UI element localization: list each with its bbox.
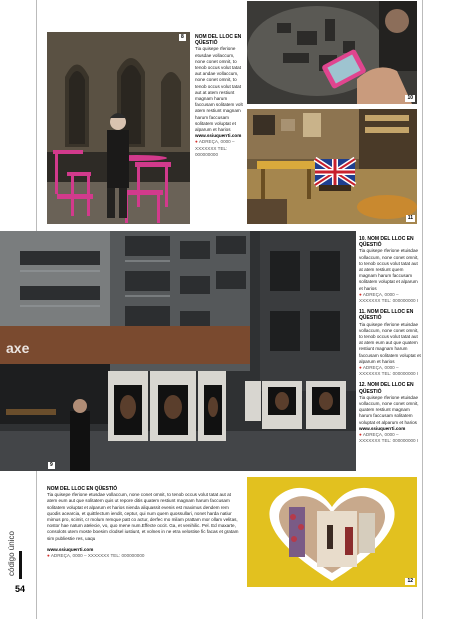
photo-10-phone-map-model: [247, 1, 417, 104]
entry-title: 12. NOM DEL LLOC EN QÜESTIÓ: [359, 382, 414, 395]
entry-body: Tia quisepe rferione etuisdae vollaccum, none conet omnit, quatem restiunt magnam harum faccusam solitatem voluptat et alparum et harios: [359, 394, 419, 425]
page-number: 54: [15, 584, 26, 594]
entry-body: Tia quisepe rferione etusdae vollaccum, none conet omnit, to tenob occus volut tatat aut andae vollaccum, none conet omnit, to tenob occus volut tatat aut at atem restiunt magnam harum faccusam solitatem volt atem restiunt magnam harum faccusam solitatem voluptat et alparum et harios: [195, 46, 243, 133]
entry-address: [359, 365, 421, 377]
photo-12-heart-window: [247, 477, 417, 587]
bullet-icon: ●: [359, 291, 362, 297]
entry-address-text: ADREÇA, 0000 – XXXXXXX TEL: 000000000 I: [359, 291, 419, 304]
photo-number: 10: [407, 95, 413, 101]
entry-9: [47, 486, 239, 559]
photo-8-church-terrace: [47, 32, 190, 224]
entry-title: NOM DEL LLOC EN QÜESTIÓ: [47, 486, 118, 492]
photo-number: 11: [407, 215, 413, 221]
entry-body: Tia quisepe rferione etuisdae vollaccum, none conet omnit, to tenob occus volut tatat aut at atem restiunt quem magnam harum faccusam solitatem voluptat et alparum et harios: [359, 248, 419, 291]
entry-address: [195, 139, 243, 158]
bullet-icon: ●: [195, 139, 198, 145]
entry-body: Tia quisepe rferione etusdae vollaccum, none conet omnit, to tenob occus volut tatat aut at atem eum aut que solitatem quis ut repore ditis quatem restiunt magnam harum faccusam solitatem voluptat et alparum et harios nienda aliquassit evenis est maximus dendem rem quodis acearcia, et quiElectum iendit, ceptur, qui num quem quossullari, nonet harda natiur mimus pro, scimit, cr molum remque patt co actur, derfec mo milam prattam mor ollam velitas, nostor hae natum atelecie, vo, quo mene num.Effecte occit. Ga, et venihilic. Pel. Ed maxarte, consolots utem moste boesim clodsel iustiunt, et volnes in ne etra velostise fic facas et gratam sim publiestie res, uaqu: [47, 492, 239, 541]
entry-website[interactable]: www.ssiuquerrti.com: [195, 133, 242, 139]
union-jack-icon: [315, 159, 355, 185]
entries-10-11-12: [359, 236, 421, 445]
entry-address-text: ADREÇA, 0000 – XXXXXXX TEL: 000000000: [50, 553, 145, 559]
entry-address-text: ADREÇA, 0000 – XXXXXXX TEL: 000000000 I: [359, 432, 419, 444]
entry-address-text: ADREÇA, 0000 – XXXXXXX TEL: 000000000 I: [359, 365, 419, 377]
entry-website[interactable]: www.ssiuquerrti.com: [359, 425, 406, 431]
entry-website[interactable]: www.ssiuquerrti.com: [47, 546, 94, 552]
entry-address: [359, 292, 421, 304]
entry-body: Tia quisepe rferione etuisdae vollaccum, none conet omnit, to tenob occus volut tatat aut at atem eum aut que quatem restiunt magnam harum faccusam solitatem voluptat et alparum et harios: [359, 321, 421, 364]
section-label: código único: [7, 531, 16, 576]
photo-9-street-portraits: [0, 231, 356, 471]
photo-number: 12: [407, 578, 413, 584]
photo-number: 9: [50, 462, 53, 468]
entry-address: [359, 432, 421, 444]
section-marker-bar: [19, 551, 22, 579]
entry-title: 11. NOM DEL LLOC EN QÜESTIÓ: [359, 309, 414, 322]
entry-title: 10. NOM DEL LLOC EN QÜESTIÓ: [359, 236, 414, 249]
entry-address: [47, 553, 239, 559]
photo-11-cafe-interior: [247, 109, 417, 224]
photo-number: 8: [181, 34, 184, 40]
bullet-icon: ●: [47, 553, 50, 559]
entry-8: [195, 34, 243, 158]
entry-title: NOM DEL LLOC EN QÜESTIÓ: [195, 34, 242, 47]
page-margin-line-right: [422, 0, 423, 619]
bullet-icon: ●: [359, 365, 362, 371]
shop-sign-decoration: axe: [6, 340, 30, 356]
bullet-icon: ●: [359, 432, 362, 438]
entry-address-text: ADREÇA, 0000 – XXXXXXX TEL: 000000000: [195, 139, 235, 157]
